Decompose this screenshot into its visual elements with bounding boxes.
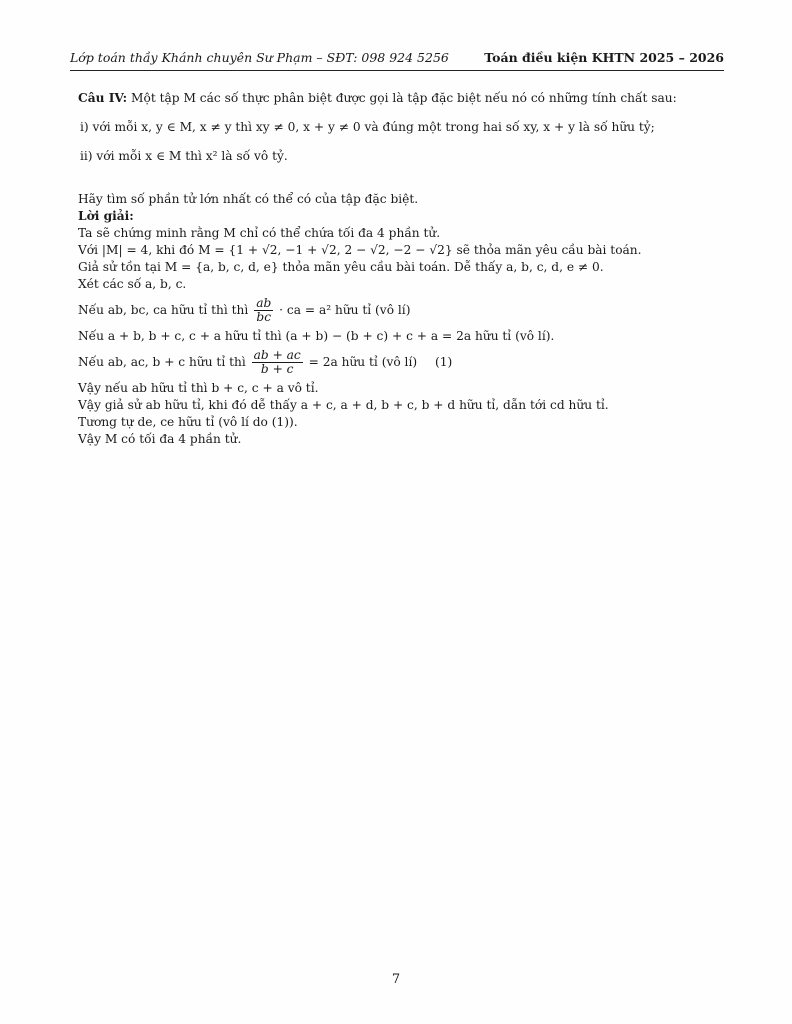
question-ask: Hãy tìm số phần tử lớn nhất có thể có của tập đặc biệt. [78, 192, 419, 206]
text-segment: Nếu ab, bc, ca hữu tỉ thì thì [78, 303, 249, 317]
condition-i: i) với mỗi x, y ∈ M, x ≠ y thì xy ≠ 0, x + y ≠ 0 và đúng một trong hai số xy, x + y là số hữu tỷ; [80, 120, 655, 134]
solution-line: Nếu a + b, b + c, c + a hữu tỉ thì (a + b) − (b + c) + c + a = 2a hữu tỉ (vô lí). [78, 329, 555, 343]
question-statement [78, 90, 728, 107]
solution-line: Vậy M có tối đa 4 phần tử. [78, 432, 242, 446]
text-segment: = 2a hữu tỉ (vô lí) [308, 355, 418, 369]
solution-line: Vậy giả sử ab hữu tỉ, khi đó dễ thấy a + c, a + d, b + c, b + d hữu tỉ, dẫn tới cd hữu tỉ. [78, 398, 609, 412]
document-body [78, 90, 728, 448]
fraction-denominator: b + c [260, 362, 294, 376]
fraction-numerator: ab [256, 296, 272, 310]
solution-line: Xét các số a, b, c. [78, 277, 187, 291]
spacer [78, 177, 728, 191]
solution-line: Giả sử tồn tại M = {a, b, c, d, e} thỏa mãn yêu cầu bài toán. Dễ thấy a, b, c, d, e ≠ 0. [78, 260, 604, 274]
equation-tag: (1) [434, 355, 453, 369]
solution-line: Với |M| = 4, khi đó M = {1 + √2, −1 + √2, 2 − √2, −2 − √2} sẽ thỏa mãn yêu cầu bài toán. [78, 243, 642, 257]
fraction [252, 349, 303, 376]
question-label: Câu IV: [78, 91, 128, 105]
fraction-denominator: bc [256, 310, 272, 324]
fraction [254, 297, 273, 324]
text-segment: Nếu ab, ac, b + c hữu tỉ thì [78, 355, 246, 369]
fraction-numerator: ab + ac [253, 348, 301, 362]
condition-ii: ii) với mỗi x ∈ M thì x² là số vô tỷ. [80, 149, 288, 163]
page-header [70, 48, 724, 71]
solution-line-fraction-1 [78, 293, 728, 328]
solution-line: Tương tự de, ce hữu tỉ (vô lí do (1)). [78, 415, 298, 429]
solution-label: Lời giải: [78, 209, 134, 223]
header-left-text: Lớp toán thầy Khánh chuyên Sư Phạm – SĐT: 098 924 5256 [70, 50, 449, 65]
question-text: Một tập M các số thực phân biệt được gọi là tập đặc biệt nếu nó có những tính chất sau: [131, 91, 677, 105]
solution-line: Ta sẽ chứng minh rằng M chỉ có thể chứa tối đa 4 phần tử. [78, 226, 441, 240]
page-number: 7 [391, 972, 401, 987]
solution-line: Vậy nếu ab hữu tỉ thì b + c, c + a vô tỉ. [78, 381, 319, 395]
header-right-text: Toán điều kiện KHTN 2025 – 2026 [484, 50, 724, 65]
text-segment: · ca = a² hữu tỉ (vô lí) [279, 303, 411, 317]
solution-line-fraction-2 [78, 345, 728, 380]
